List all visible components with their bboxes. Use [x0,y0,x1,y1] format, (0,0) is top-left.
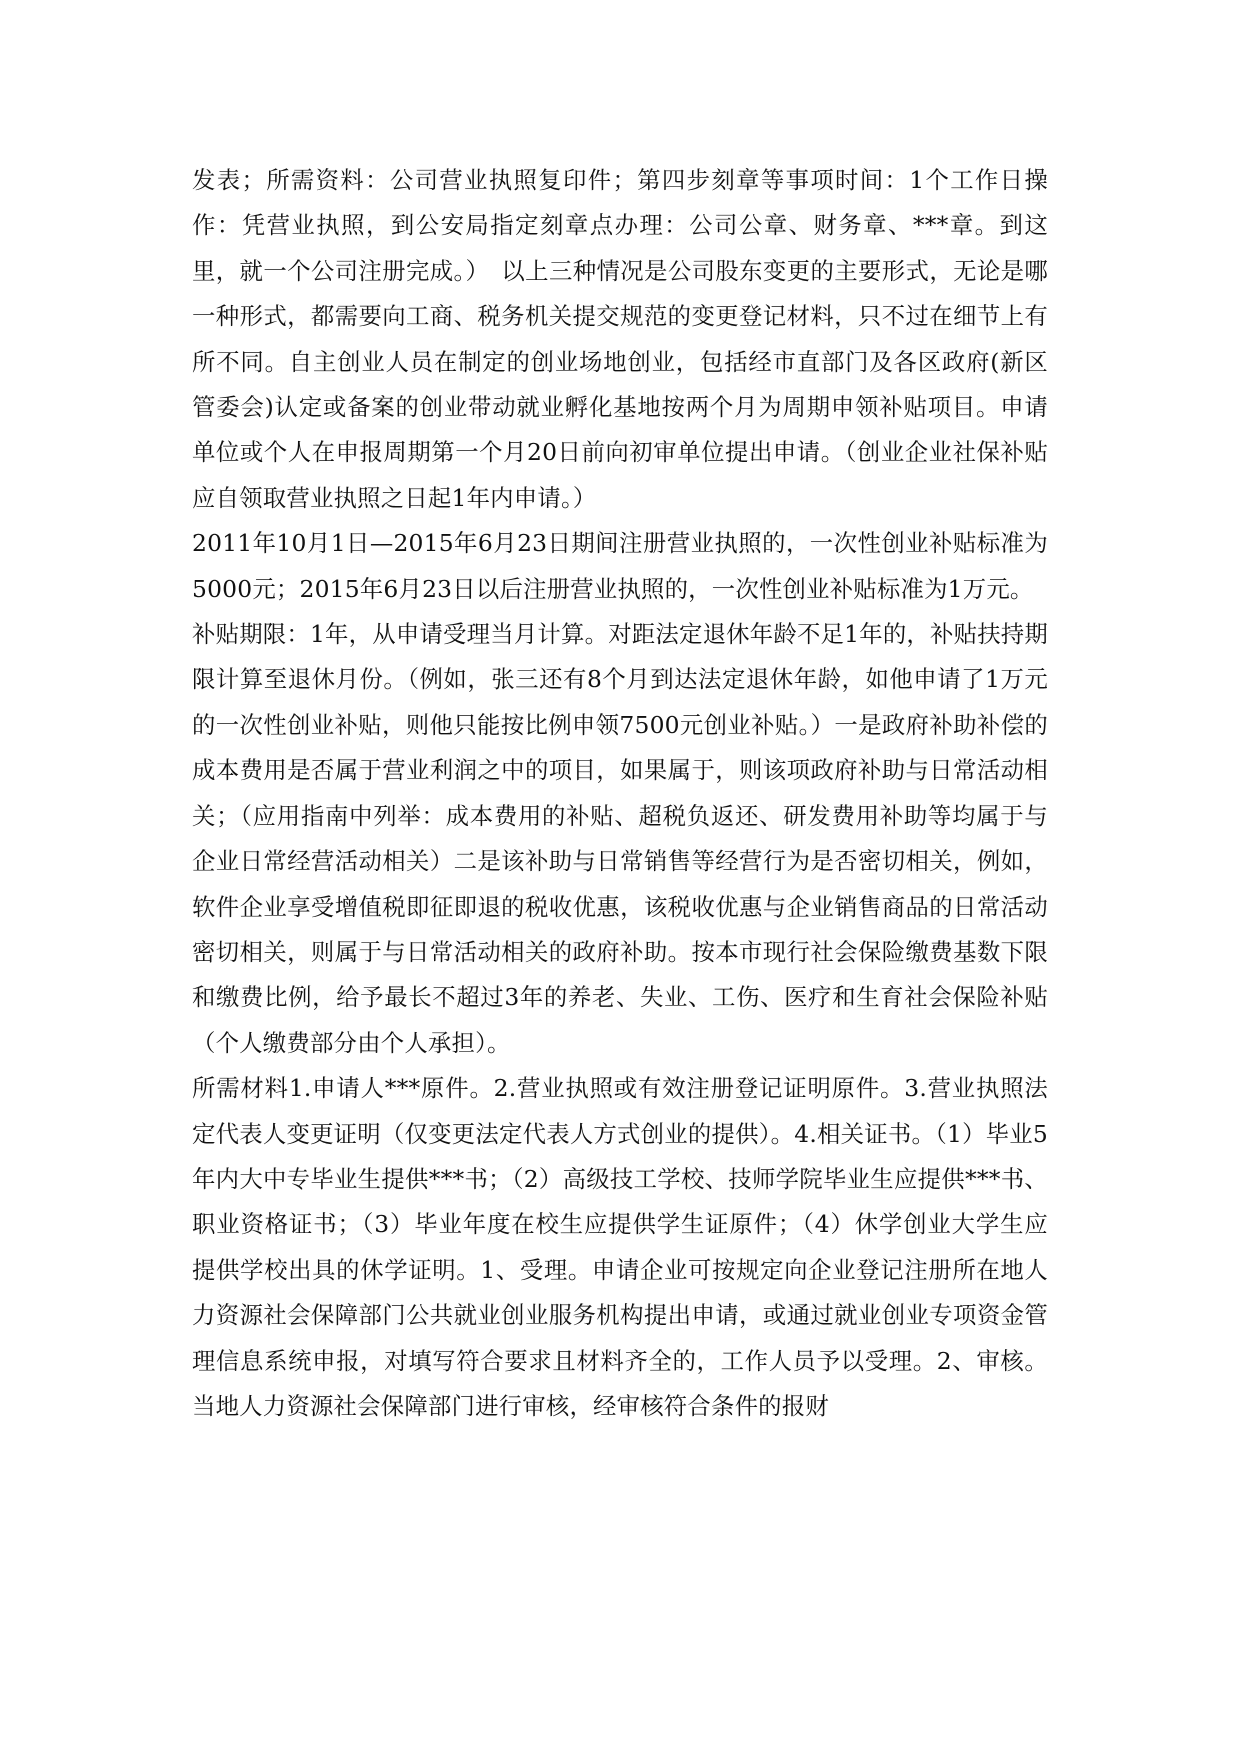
paragraph-2: 2011年10月1日—2015年6月23日期间注册营业执照的，一次性创业补贴标准为5000元；2015年6月23日以后注册营业执照的，一次性创业补贴标准为1万元。 [192,529,1048,603]
document-body [192,158,1048,1429]
paragraph-1: 发表；所需资料：公司营业执照复印件；第四步刻章等事项时间：1个工作日操作：凭营业执照，到公安局指定刻章点办理：公司公章、财务章、***章。到这里，就一个公司注册完成。） 以上三种情况是公司股东变更的主要形式，无论是哪一种形式，都需要向工商、税务机关提交规范的变更登记材料，只不过在细节上有所不同。自主创业人员在制定的创业场地创业，包括经市直部门及各区政府(新区管委会)认定或备案的创业带动就业孵化基地按两个月为周期申领补贴项目。申请单位或个人在申报周期第一个月20日前向初审单位提出申请。（创业企业社保补贴应自领取营业执照之日起1年内申请。） [192,166,1048,512]
paragraph-3: 补贴期限：1年，从申请受理当月计算。对距法定退休年龄不足1年的，补贴扶持期限计算至退休月份。（例如，张三还有8个月到达法定退休年龄，如他申请了1万元的一次性创业补贴，则他只能按比例申领7500元创业补贴。）一是政府补助补偿的成本费用是否属于营业利润之中的项目，如果属于，则该项政府补助与日常活动相关；（应用指南中列举：成本费用的补贴、超税负返还、研发费用补助等均属于与企业日常经营活动相关）二是该补助与日常销售等经营行为是否密切相关，例如，软件企业享受增值税即征即退的税收优惠，该税收优惠与企业销售商品的日常活动密切相关，则属于与日常活动相关的政府补助。按本市现行社会保险缴费基数下限和缴费比例，给予最长不超过3年的养老、失业、工伤、医疗和生育社会保险补贴（个人缴费部分由个人承担）。 [192,620,1048,1057]
paragraph-4: 所需材料1.申请人***原件。2.营业执照或有效注册登记证明原件。3.营业执照法定代表人变更证明（仅变更法定代表人方式创业的提供）。4.相关证书。（1）毕业5年内大中专毕业生提供***书；（2）高级技工学校、技师学院毕业生应提供***书、职业资格证书；（3）毕业年度在校生应提供学生证原件；（4）休学创业大学生应提供学校出具的休学证明。1、受理。申请企业可按规定向企业登记注册所在地人力资源社会保障部门公共就业创业服务机构提出申请，或通过就业创业专项资金管理信息系统申报，对填写符合要求且材料齐全的，工作人员予以受理。2、审核。当地人力资源社会保障部门进行审核，经审核符合条件的报财 [192,1074,1048,1420]
